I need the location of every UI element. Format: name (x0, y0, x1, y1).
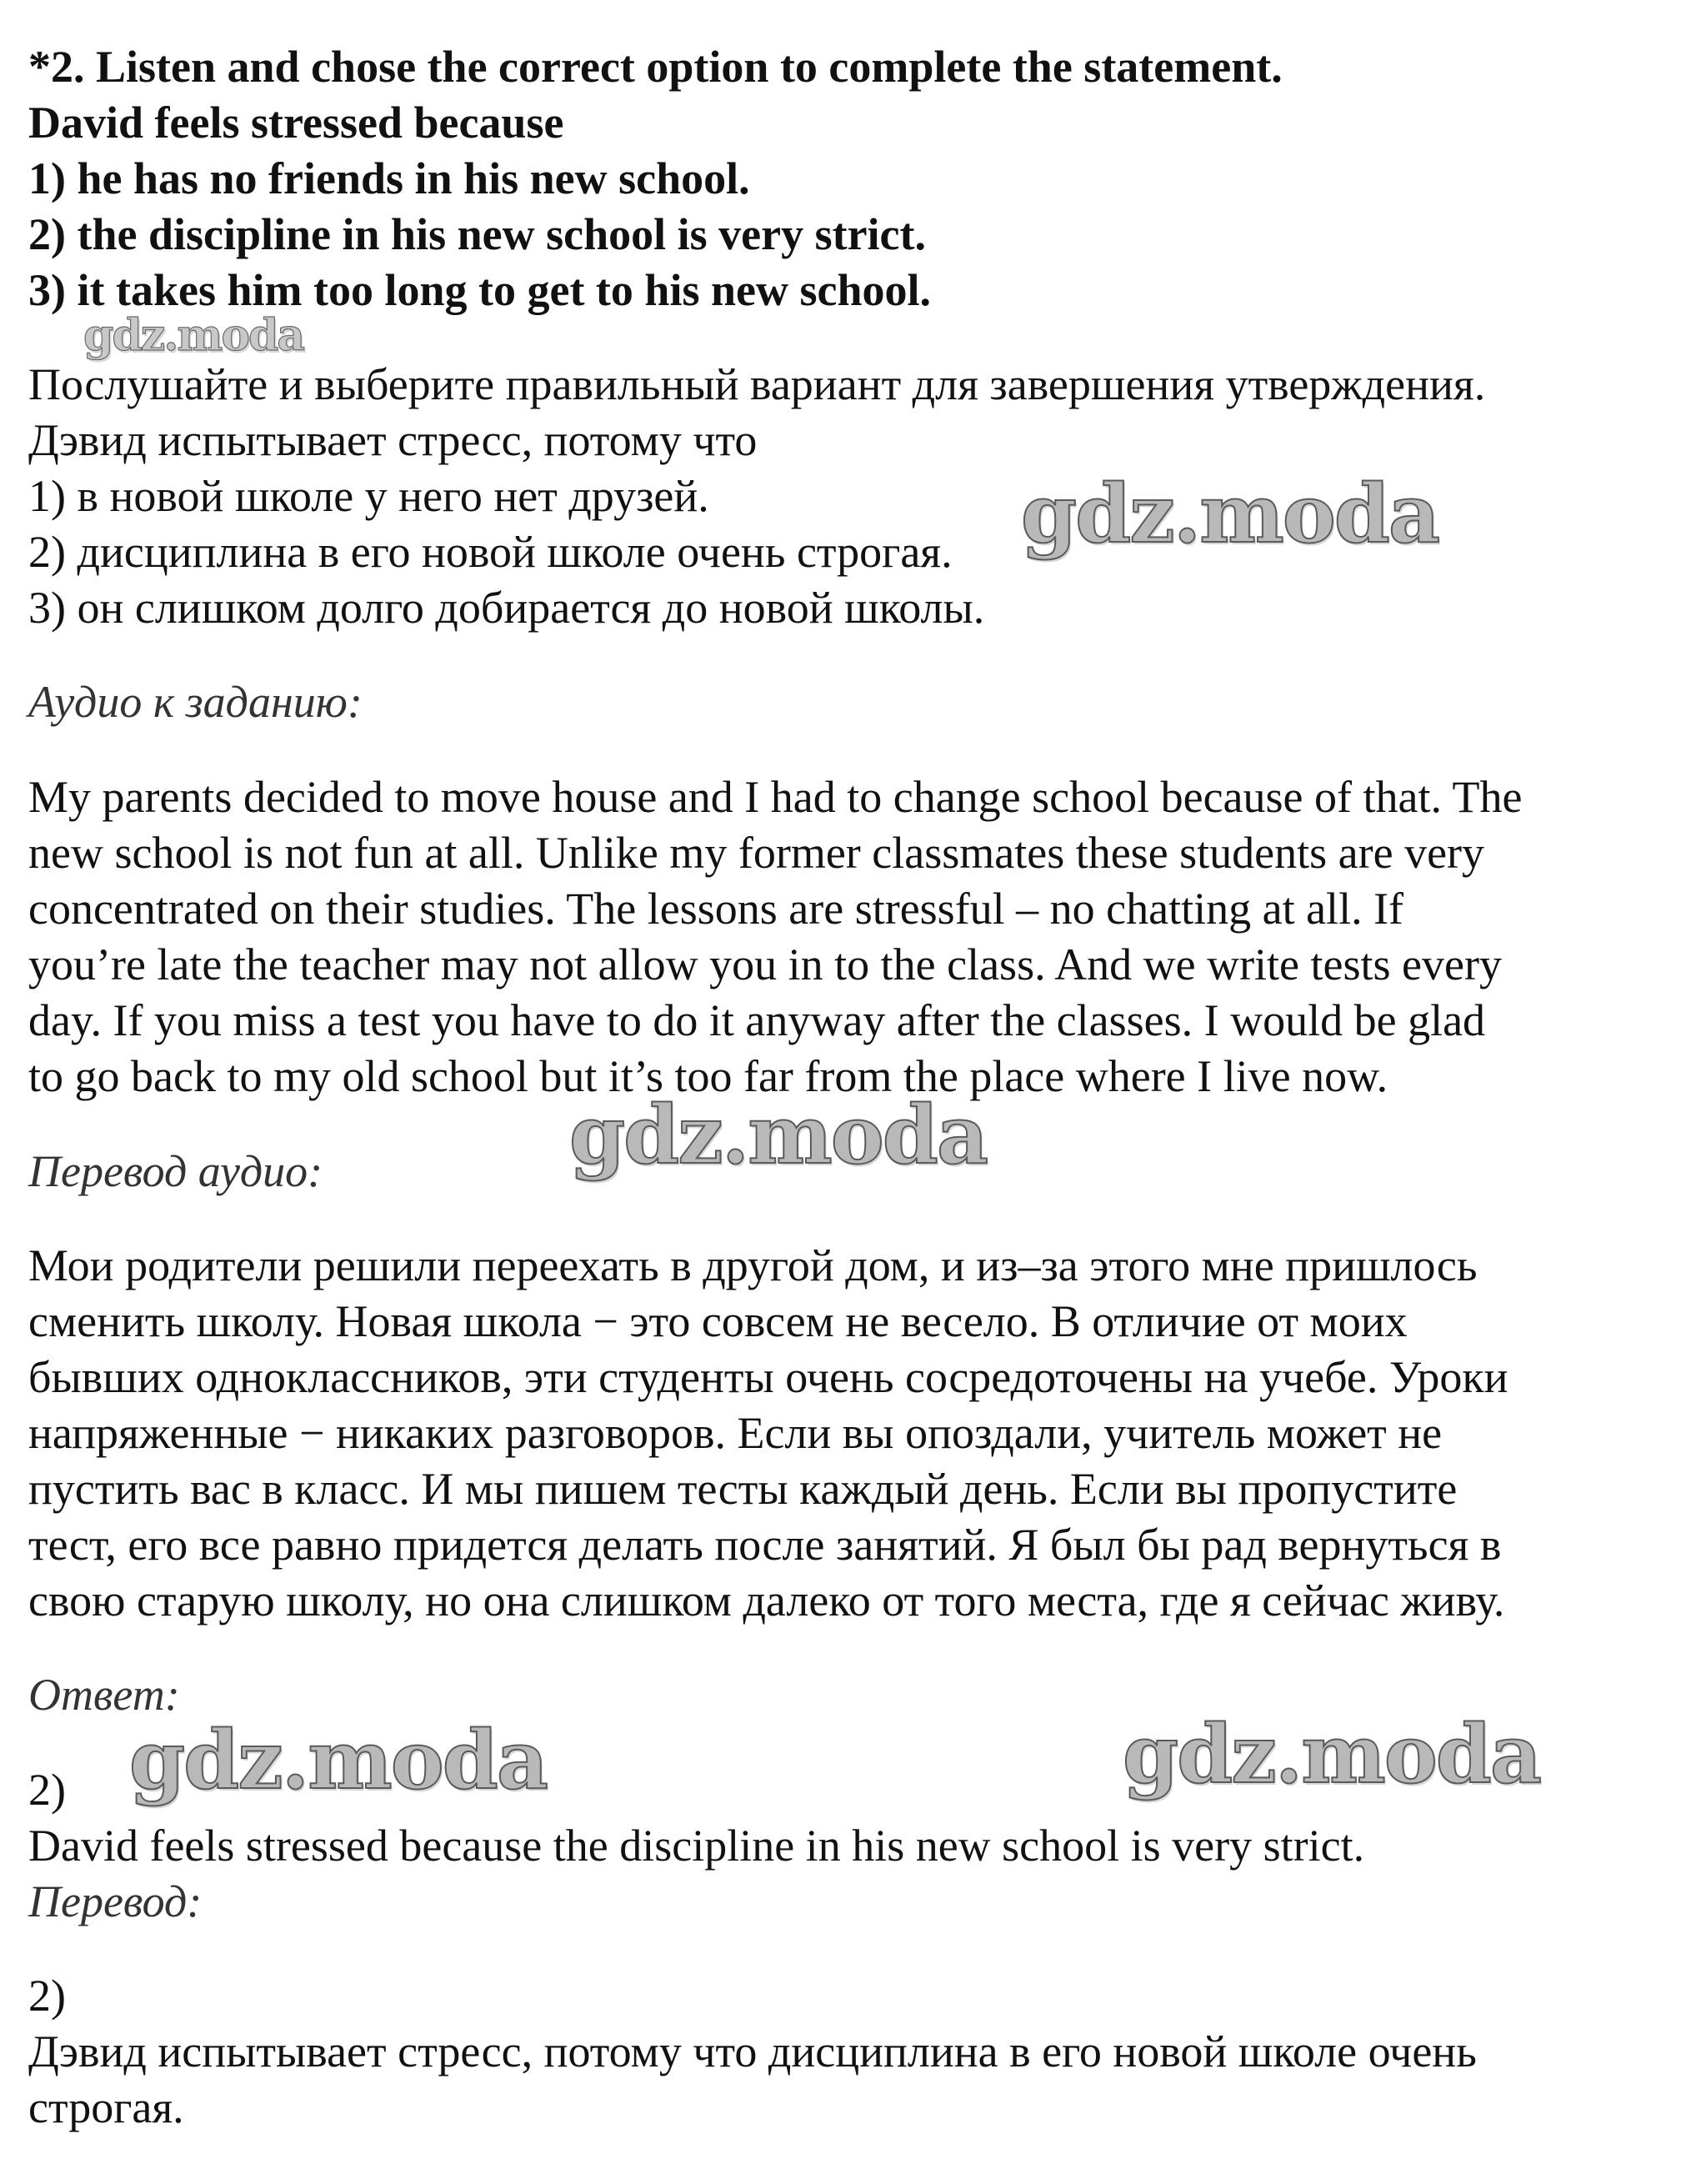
watermark-logo: gdz.moda (1123, 1707, 1541, 1801)
audio-translation-line: бывших одноклассников, эти студенты очень сосредоточены на учебе. Уроки (28, 1352, 1508, 1402)
answer-number: 2) (28, 1765, 66, 1815)
watermark-logo: gdz.moda (569, 1088, 988, 1182)
translation-option-1: 1) в новой школе у него нет друзей. (28, 471, 709, 521)
audio-translation-line: свою старую школу, но она слишком далеко от того места, где я сейчас живу. (28, 1575, 1505, 1625)
watermark-logo: gdz.moda (1021, 467, 1439, 561)
audio-line: new school is not fun at all. Unlike my former classmates these students are very (28, 828, 1485, 878)
answer-translation-heading: Перевод: (28, 1876, 203, 1926)
answer-translation-line: Дэвид испытывает стресс, потому что дисциплина в его новой школе очень (28, 2026, 1477, 2076)
task-title: *2. Listen and chose the correct option to complete the statement. (28, 42, 1283, 92)
audio-translation-line: сменить школу. Новая школа − это совсем не весело. В отличие от моих (28, 1296, 1408, 1346)
task-option-2: 2) the discipline in his new school is very strict. (28, 209, 926, 259)
translation-option-3: 3) он слишком долго добирается до новой школы. (28, 583, 985, 633)
answer-heading: Ответ: (28, 1670, 180, 1720)
task-option-1: 1) he has no friends in his new school. (28, 153, 750, 203)
task-option-3: 3) it takes him too long to get to his new school. (28, 265, 931, 315)
audio-heading: Аудио к заданию: (28, 677, 363, 727)
audio-translation-heading: Перевод аудио: (28, 1146, 323, 1196)
audio-translation-line: напряженные − никаких разговоров. Если вы опоздали, учитель может не (28, 1408, 1443, 1458)
translation-stem: Дэвид испытывает стресс, потому что (28, 415, 758, 465)
audio-line: you’re late the teacher may not allow you in to the class. And we write tests every (28, 939, 1502, 989)
audio-line: My parents decided to move house and I had to change school because of that. The (28, 772, 1523, 822)
audio-line: to go back to my old school but it’s too far from the place where I live now. (28, 1051, 1388, 1101)
audio-translation-line: Мои родители решили переехать в другой дом, и из–за этого мне пришлось (28, 1240, 1478, 1290)
audio-line: concentrated on their studies. The lessons are stressful – no chatting at all. If (28, 884, 1404, 934)
watermark-logo: gdz.moda (129, 1713, 548, 1807)
watermark-logo: gdz.moda (83, 310, 304, 361)
audio-line: day. If you miss a test you have to do it anyway after the classes. I would be glad (28, 995, 1486, 1045)
audio-translation-line: тест, его все равно придется делать после занятий. Я был бы рад вернуться в (28, 1520, 1502, 1570)
translation-title: Послушайте и выберите правильный вариант для завершения утверждения. (28, 359, 1486, 409)
answer-text: David feels stressed because the discipline in his new school is very strict. (28, 1821, 1365, 1871)
answer-translation-line: строгая. (28, 2082, 184, 2132)
task-stem: David feels stressed because (28, 98, 564, 148)
answer-translation-number: 2) (28, 1971, 66, 2021)
audio-translation-line: пустить вас в класс. И мы пишем тесты каждый день. Если вы пропустите (28, 1464, 1458, 1514)
translation-option-2: 2) дисциплина в его новой школе очень строгая. (28, 527, 953, 577)
